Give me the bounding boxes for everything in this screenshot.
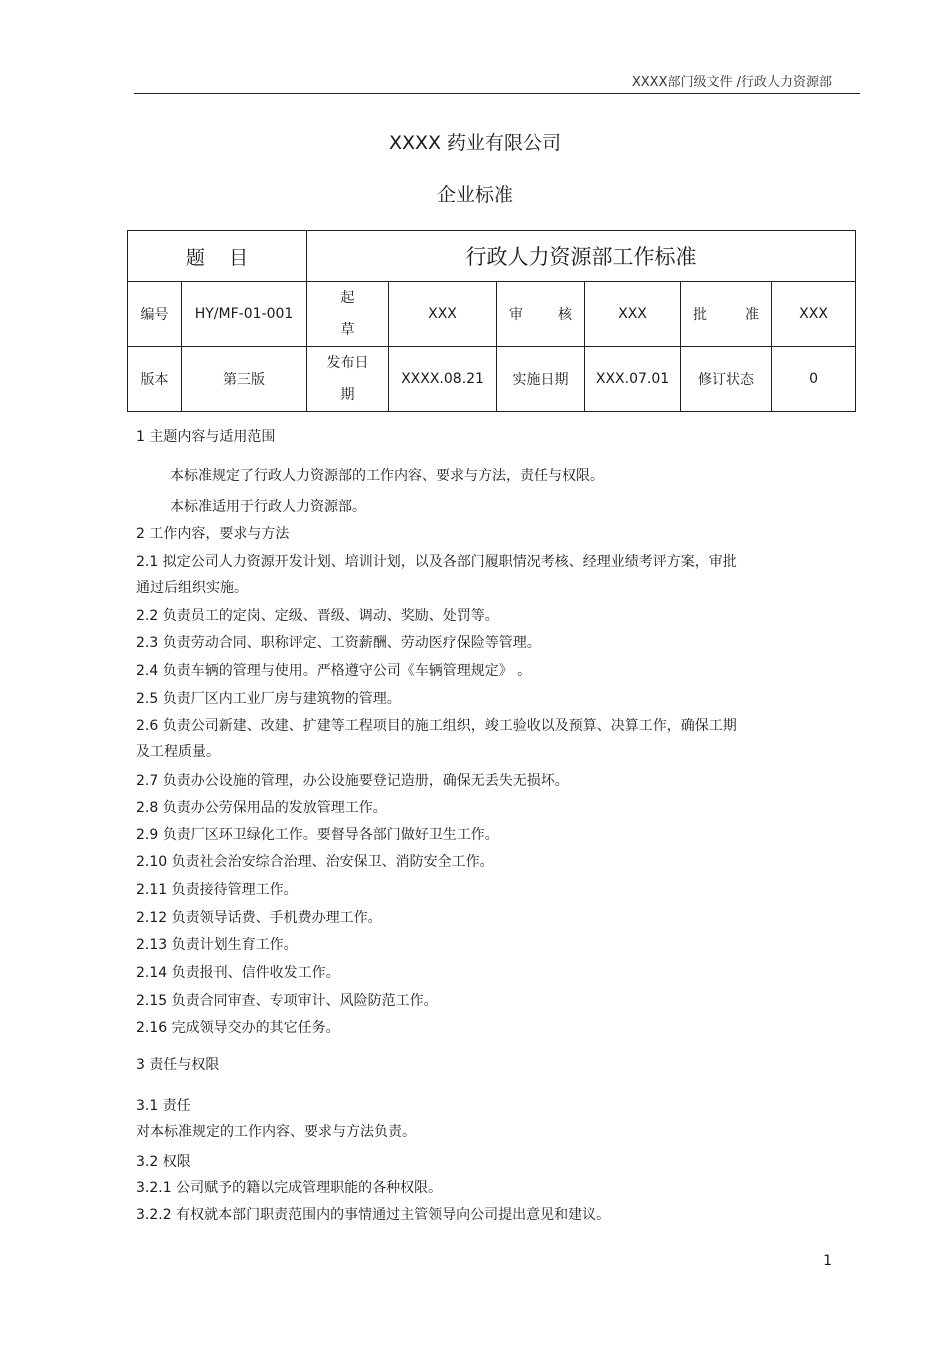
revision-label: 修订状态: [681, 347, 772, 412]
body-paragraph: 本标准规定了行政人力资源部的工作内容、要求与方法，责任与权限。: [170, 468, 604, 484]
section-heading: 2 工作内容，要求与方法: [136, 526, 290, 542]
list-item: 2.5 负责厂区内工业厂房与建筑物的管理。: [136, 691, 401, 707]
table-row: [128, 231, 856, 282]
list-item: 2.9 负责厂区环卫绿化工作。要督导各部门做好卫生工作。: [136, 827, 499, 843]
review-label: [497, 304, 584, 324]
approve-label: [681, 304, 771, 324]
publish-label-2: 期: [340, 387, 355, 403]
header-dept-text: XXXX部门级文件 /行政人力资源部: [631, 75, 832, 90]
header-rule: [134, 93, 860, 94]
list-item-continuation: 通过后组织实施。: [136, 580, 248, 596]
list-item: 2.1 拟定公司人力资源开发计划、培训计划，以及各部门履职情况考核、经理业绩考评方案，审批: [136, 554, 737, 570]
draft-label-1: 起: [340, 290, 355, 306]
title-label: 题 目: [185, 246, 249, 269]
info-table: [127, 230, 856, 412]
draft-label: [341, 282, 355, 346]
list-item: 2.11 负责接待管理工作。: [136, 882, 298, 898]
publish-label: [327, 347, 369, 411]
code-value: HY/MF-01-001: [182, 282, 307, 347]
list-item-continuation: 及工程质量。: [136, 744, 220, 760]
approve-label-cell: [681, 282, 772, 347]
list-item: 2.13 负责计划生育工作。: [136, 937, 298, 953]
draft-label-2: 草: [340, 322, 355, 338]
company-name: XXXX 药业有限公司: [388, 132, 562, 154]
list-item: 2.2 负责员工的定岗、定级、晋级、调动、奖励、处罚等。: [136, 608, 499, 624]
publish-label-cell: [307, 347, 389, 412]
effective-value: XXX.07.01: [585, 347, 681, 412]
approve-label-1: 批: [693, 307, 708, 323]
version-value: 第三版: [182, 347, 307, 412]
approve-value: XXX: [772, 282, 856, 347]
effective-label: 实施日期: [497, 347, 585, 412]
list-item: 3.2.2 有权就本部门职责范围内的事情通过主管领导向公司提出意见和建议。: [136, 1207, 611, 1223]
section-heading: 1 主题内容与适用范围: [136, 429, 276, 445]
page-number: 1: [823, 1253, 832, 1269]
list-item: 2.7 负责办公设施的管理，办公设施要登记造册，确保无丢失无损坏。: [136, 773, 569, 789]
list-item: 2.15 负责合同审查、专项审计、风险防范工作。: [136, 993, 438, 1009]
title-label-cell: [128, 231, 307, 282]
draft-value: XXX: [389, 282, 497, 347]
list-item: 2.3 负责劳动合同、职称评定、工资薪酬、劳动医疗保险等管理。: [136, 635, 541, 651]
review-label-1: 审: [509, 307, 524, 323]
review-label-cell: [497, 282, 585, 347]
list-item: 2.8 负责办公劳保用品的发放管理工作。: [136, 800, 387, 816]
table-row: [128, 282, 856, 347]
revision-value: 0: [772, 347, 856, 412]
draft-label-cell: [307, 282, 389, 347]
list-item: 2.12 负责领导话费、手机费办理工作。: [136, 910, 382, 926]
title-value: 行政人力资源部工作标准: [465, 245, 697, 269]
approve-label-2: 准: [745, 307, 760, 323]
list-item: 2.10 负责社会治安综合治理、治安保卫、消防安全工作。: [136, 854, 494, 870]
section-heading: 3 责任与权限: [136, 1057, 220, 1073]
table-row: [128, 347, 856, 412]
version-label: 版本: [128, 347, 182, 412]
subsection-heading: 3.2 权限: [136, 1154, 191, 1170]
body-paragraph: 本标准适用于行政人力资源部。: [170, 499, 366, 515]
list-item: 2.4 负责车辆的管理与使用。严格遵守公司《车辆管理规定》 。: [136, 663, 532, 679]
publish-value: XXXX.08.21: [389, 347, 497, 412]
review-label-2: 核: [558, 307, 573, 323]
list-item: 2.14 负责报刊、信件收发工作。: [136, 965, 340, 981]
subsection-heading: 3.1 责任: [136, 1098, 191, 1114]
list-item: 3.2.1 公司赋予的籍以完成管理职能的各种权限。: [136, 1180, 443, 1196]
code-label: 编号: [128, 282, 182, 347]
title-value-cell: [307, 231, 856, 282]
list-item: 2.16 完成领导交办的其它任务。: [136, 1020, 340, 1036]
body-paragraph: 对本标准规定的工作内容、要求与方法负责。: [136, 1124, 416, 1140]
review-value: XXX: [585, 282, 681, 347]
publish-label-1: 发布日: [326, 355, 369, 371]
list-item: 2.6 负责公司新建、改建、扩建等工程项目的施工组织，竣工验收以及预算、决算工作，确保工期: [136, 718, 737, 734]
standard-type: 企业标准: [436, 184, 513, 206]
